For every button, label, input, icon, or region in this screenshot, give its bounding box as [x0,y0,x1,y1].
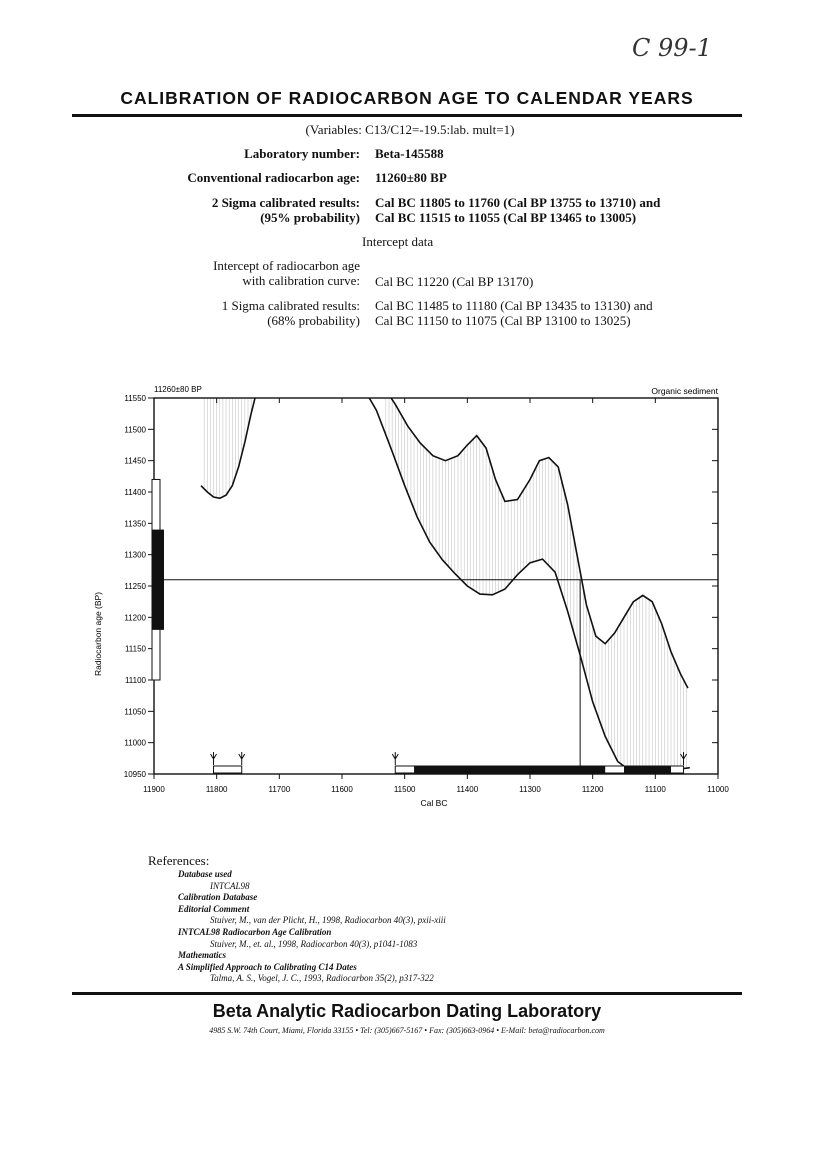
one-sigma-label: 1 Sigma calibrated results: [221,298,360,313]
chart-title-right: Organic sediment [651,386,718,396]
x-tick-label: 11500 [393,785,416,794]
reference-heading: Mathematics [178,950,227,961]
one-sigma-probability-label: (68% probability) [267,313,360,328]
reference-content: Stuiver, M., et. al., 1998, Radiocarbon 40(3), p1041-1083 [210,938,418,949]
one-sigma-range-bar [624,766,671,773]
one-sigma-range-2: Cal BC 11150 to 11075 (Cal BP 13100 to 13025) [375,313,631,328]
reference-heading: A Simplified Approach to Calibrating C14 Dates [178,961,357,972]
reference-heading: INTCAL98 Radiocarbon Age Calibration [178,926,332,937]
two-sigma-probability-label: (95% probability) [260,210,360,225]
calibration-curve [383,386,688,689]
lab-number-label: Laboratory number: [244,146,360,161]
y-tick-label: 11000 [124,738,146,748]
y-axis-label: Radiocarbon age (BP) [93,591,103,677]
y-tick-label: 11250 [124,582,146,591]
reference-heading: Database used [178,869,232,879]
y-tick-label: 11550 [124,394,146,403]
reference-content: INTCAL98 [210,880,250,891]
x-axis-label: Cal BC [420,798,448,808]
two-sigma-range-1: Cal BC 11805 to 11760 (Cal BP 13755 to 13710) and [375,195,661,210]
y-tick-label: 11450 [124,456,146,466]
x-tick-label: 11000 [707,785,729,794]
y-tick-label: 10950 [123,770,146,779]
intercept-value: Cal BC 11220 (Cal BP 13170) [375,274,534,289]
y-tick-label: 11300 [124,550,146,560]
x-tick-label: 11200 [581,785,604,794]
laboratory-address: 4985 S.W. 74th Court, Miami, Florida 33155 • Tel: (305)667-5167 • Fax: (305)663-0964 • E-Mail: beta@radiocarbon.com [209,1026,605,1035]
x-tick-label: 11600 [331,785,353,794]
one-sigma-age-bar [152,530,164,630]
range-marker [211,752,217,765]
y-tick-label: 11400 [124,488,146,497]
intercept-label-2: with calibration curve: [242,273,360,288]
title-rule [72,114,742,117]
y-tick-label: 11150 [124,644,146,654]
lab-number-value: Beta-145588 [375,146,444,161]
x-tick-label: 11800 [205,785,228,794]
references [148,853,446,985]
reference-heading: Calibration Database [178,892,258,903]
two-sigma-range-2: Cal BC 11515 to 11055 (Cal BP 13465 to 13005) [375,210,637,225]
y-tick-label: 11050 [124,707,146,717]
chart-title-left: 11260±80 BP [154,385,202,394]
y-tick-label: 11350 [124,519,146,529]
variables-line: (Variables: C13/C12=-19.5:lab. mult=1) [305,122,515,137]
two-sigma-range-bar [214,766,242,773]
references-heading: References: [148,853,210,868]
x-tick-label: 11900 [143,785,165,794]
reference-heading: Editorial Comment [178,903,250,914]
intercept-label-1: Intercept of radiocarbon age [213,258,360,273]
report-title: CALIBRATION OF RADIOCARBON AGE TO CALENDAR YEARS [120,88,694,108]
range-marker [239,752,245,765]
y-tick-label: 11200 [124,613,146,623]
conventional-age-label: Conventional radiocarbon age: [187,170,360,185]
one-sigma-range-bar [414,766,605,773]
reference-content: Stuiver, M., van der Plicht, H., 1998, Radiocarbon 40(3), pxii-xiii [210,915,446,926]
conventional-age-value: 11260±80 BP [375,170,447,185]
y-tick-label: 11100 [124,676,146,685]
intercept-heading: Intercept data [362,234,434,249]
x-tick-label: 11100 [644,785,666,794]
range-marker [681,752,687,765]
one-sigma-range-1: Cal BC 11485 to 11180 (Cal BP 13435 to 13130) and [375,298,653,313]
laboratory-name: Beta Analytic Radiocarbon Dating Laboratory [212,1001,602,1021]
reference-content: Talma, A. S., Vogel, J. C., 1993, Radiocarbon 35(2), p317-322 [210,973,434,984]
two-sigma-label: 2 Sigma calibrated results: [211,195,360,210]
calibration-curve [364,389,690,773]
x-tick-label: 11700 [268,785,291,794]
calibration-chart [92,380,732,810]
handwritten-annotation: C 99-1 [632,34,712,62]
x-tick-label: 11400 [456,785,479,794]
footer-rule [72,992,742,995]
x-tick-label: 11300 [519,785,541,794]
y-tick-label: 11500 [124,425,146,435]
range-marker [392,752,398,765]
